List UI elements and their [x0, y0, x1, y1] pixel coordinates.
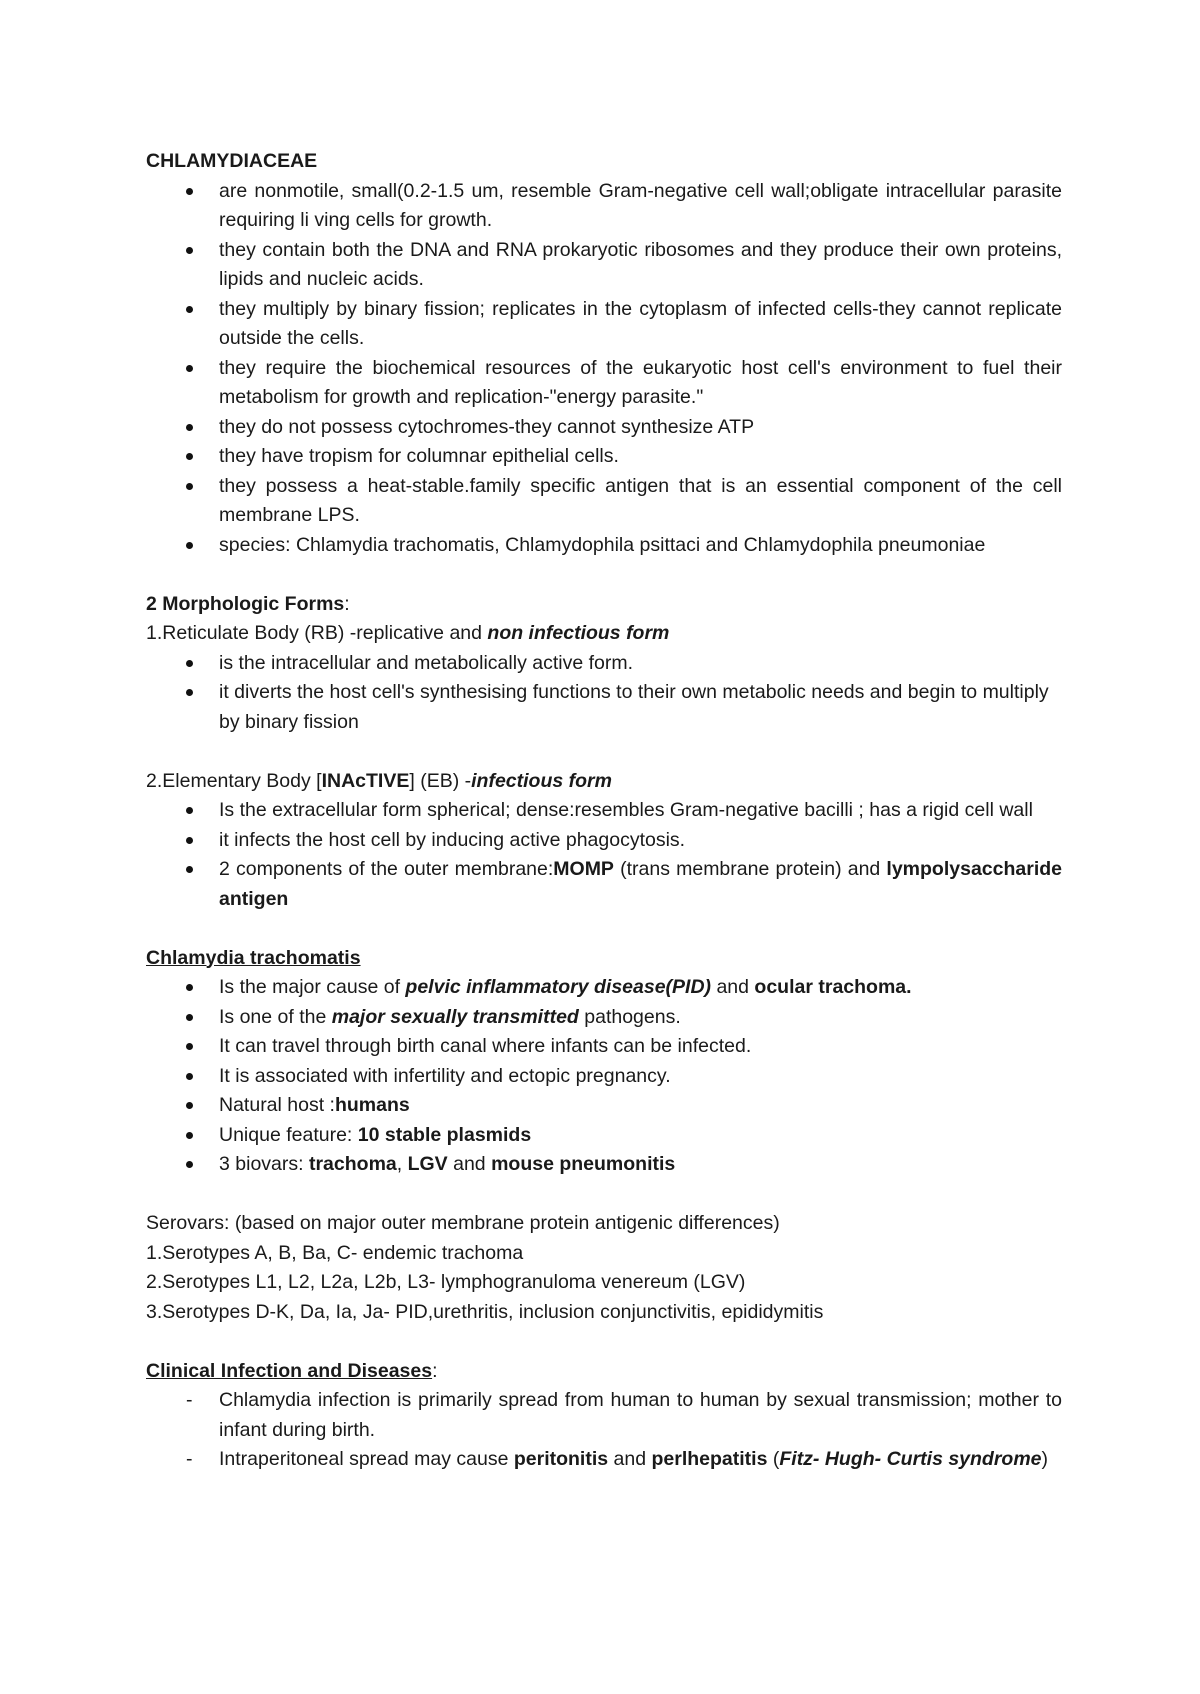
list-item: they possess a heat-stable.family specific antigen that is an essential component of the cell membrane LPS.: [146, 472, 1062, 531]
ct-heading: Chlamydia trachomatis: [146, 946, 361, 969]
list-item: it infects the host cell by inducing active phagocytosis.: [146, 826, 1062, 856]
list-item: it diverts the host cell's synthesising functions to their own metabolic needs and begin to multiply by binary fission: [146, 678, 1062, 737]
list-item: Is one of the major sexually transmitted pathogens.: [146, 1003, 1062, 1033]
ct-bullet-list: [146, 973, 1062, 1180]
morph-heading-line: 2 Morphologic Forms:: [146, 592, 350, 615]
list-item: 2 components of the outer membrane:MOMP (trans membrane protein) and lympolysaccharide antigen: [146, 855, 1062, 914]
eb-bullet-list: [146, 796, 1062, 914]
list-item: they do not possess cytochromes-they cannot synthesize ATP: [146, 413, 1062, 443]
list-item: Natural host :humans: [146, 1091, 1062, 1121]
rb-emphasis: non infectious form: [487, 622, 670, 644]
list-item: they contain both the DNA and RNA prokaryotic ribosomes and they produce their own proteins, lipids and nucleic acids.: [146, 236, 1062, 295]
clinical-heading: Clinical Infection and Diseases: [146, 1359, 433, 1382]
serovar-line: 3.Serotypes D-K, Da, Ia, Ja- PID,urethritis, inclusion conjunctivitis, epididymitis: [146, 1300, 824, 1323]
list-item: - Chlamydia infection is primarily spread from human to human by sexual transmission; mother to infant during birth.: [146, 1386, 1062, 1445]
list-item: species: Chlamydia trachomatis, Chlamydophila psittaci and Chlamydophila pneumoniae: [146, 531, 1062, 561]
list-item: they multiply by binary fission; replicates in the cytoplasm of infected cells-they cannot replicate outside the cells.: [146, 295, 1062, 354]
section-title: CHLAMYDIACEAE: [146, 150, 318, 172]
clinical-heading-line: Clinical Infection and Diseases:: [146, 1359, 438, 1382]
intro-bullet-list: [146, 177, 1062, 561]
list-item: is the intracellular and metabolically active form.: [146, 649, 1062, 679]
clinical-dash-list: [146, 1386, 1062, 1475]
list-item: Is the major cause of pelvic inflammatory disease(PID) and ocular trachoma.: [146, 973, 1062, 1003]
list-item: 3 biovars: trachoma, LGV and mouse pneumonitis: [146, 1150, 1062, 1180]
eb-heading-line: 2.Elementary Body [INAcTIVE] (EB) -infectious form: [146, 769, 612, 792]
list-item: It is associated with infertility and ectopic pregnancy.: [146, 1062, 1062, 1092]
list-item: Is the extracellular form spherical; dense:resembles Gram-negative bacilli ; has a rigid cell wall: [146, 796, 1062, 826]
list-item: It can travel through birth canal where infants can be infected.: [146, 1032, 1062, 1062]
eb-emphasis: infectious form: [471, 769, 612, 792]
list-item: they have tropism for columnar epithelial cells.: [146, 442, 1062, 472]
rb-bullet-list: [146, 649, 1062, 738]
morph-heading: 2 Morphologic Forms: [146, 592, 345, 615]
rb-heading-line: 1.Reticulate Body (RB) -replicative and non infectious form: [146, 622, 670, 644]
list-item: are nonmotile, small(0.2-1.5 um, resemble Gram-negative cell wall;obligate intracellular parasite requiring li ving cells for growth.: [146, 177, 1062, 236]
serovar-line: 1.Serotypes A, B, Ba, C- endemic trachoma: [146, 1241, 524, 1264]
serovar-line: 2.Serotypes L1, L2, L2a, L2b, L3- lymphogranuloma venereum (LGV): [146, 1271, 746, 1293]
list-item: they require the biochemical resources of the eukaryotic host cell's environment to fuel their metabolism for growth and replication-"energy parasite.": [146, 354, 1062, 413]
serovars-intro: Serovars: (based on major outer membrane protein antigenic differences): [146, 1212, 780, 1234]
list-item: Unique feature: 10 stable plasmids: [146, 1121, 1062, 1151]
document-body: [146, 147, 1062, 1475]
list-item: - Intraperitoneal spread may cause peritonitis and perlhepatitis (Fitz- Hugh- Curtis syndrome): [146, 1445, 1062, 1475]
